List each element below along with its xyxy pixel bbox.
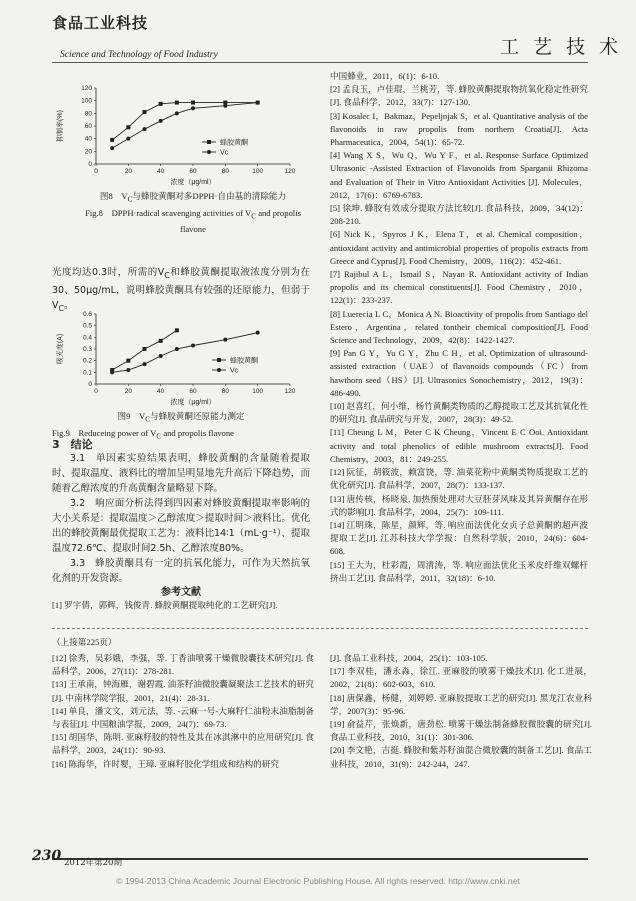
figure8-point-2 bbox=[191, 106, 195, 110]
reference-item: [10] 赵喜红，何小维，杨竹黄酮类物质的乙醇提取工艺及其抗氧化性的研究[J]. 食品研究与开发，2007，28(3)：49-52. bbox=[330, 401, 588, 425]
para1-sub2: C bbox=[58, 303, 65, 313]
reference-item: [5] 徐坤. 蜂胶有效成分提取方法比较[J]. 食品科技，2009，34(12)：208-210. bbox=[330, 203, 588, 227]
figure8-x-tick-label: 20 bbox=[124, 168, 132, 175]
figure-9-chart bbox=[52, 308, 310, 410]
figure9-legend-label-2: Vc bbox=[230, 367, 239, 375]
figure9-x-tick-label: 0 bbox=[94, 388, 98, 395]
figure9-x-tick-label: 120 bbox=[284, 388, 296, 395]
figure9-point-1 bbox=[175, 328, 179, 332]
figure9-point-2 bbox=[191, 344, 195, 348]
figure9-x-tick-label: 100 bbox=[252, 388, 264, 395]
conclusion-block bbox=[52, 438, 310, 613]
fig8-caption-en-sub: C bbox=[251, 212, 257, 221]
figure9-x-tick-label: 60 bbox=[189, 388, 197, 395]
continuation-divider bbox=[52, 628, 588, 629]
figure8-x-axis-label: 浓度（μg/ml） bbox=[170, 179, 216, 186]
figure8-y-tick-label: 60 bbox=[84, 123, 92, 130]
figure-8-caption bbox=[78, 190, 308, 236]
reference-item: [20] 李文艳，吉挺. 蜂胶和紫苏籽油混合微胶囊的制备工艺[J]. 食品工业科技，2010，31(9)：242-244，247. bbox=[330, 745, 592, 769]
issue-label: 2012年第20期 bbox=[64, 858, 122, 868]
reference-item: [16] 陈海华，许时婴，王璋. 亚麻籽胶化学组成和结构的研究 bbox=[52, 758, 280, 769]
figure9-x-tick-label: 20 bbox=[124, 388, 132, 395]
journal-logo: 食品工业科技 bbox=[52, 14, 149, 32]
reference-item: [6] Nick K，Spyros J K，Elena T，et al. Chemical composition，antioxidant activity and antimicrobial properties of propolis extracts from Greece and Cyprus[J]. Food Chemistry，2009，116(2)：452-461. bbox=[330, 229, 588, 266]
figure9-point-1 bbox=[126, 359, 130, 363]
para1-sub: C bbox=[164, 270, 170, 280]
para1-b: 和蜂胶黄酮提取液浓度分别为在30、50μg/mL，说明蜂胶黄酮具有较强的还原能力，但弱于V bbox=[52, 267, 310, 311]
figure8-point-2 bbox=[256, 101, 260, 105]
reference-item: [17] 李双桂，潘永淼，徐江. 亚麻胶的喷雾干燥技术[J]. 化工进展，2002，21(8)：602-603，610. bbox=[330, 666, 592, 690]
fig8-caption-cn-sub: C bbox=[127, 195, 133, 204]
figure8-point-2 bbox=[143, 127, 147, 131]
reference-item: [15] 王大为，杜彩霞，周清涛，等. 响应面法优化玉米皮纤维双螺杆挤出工艺[J]. 食品科学，2011，32(18)：6-10. bbox=[330, 559, 588, 583]
reference-item: [19] 俞益芹，张焕新，唐劲松. 喷雾干燥法制备蜂胶微胶囊的研究[J]. 食品工业科技，2010，31(1)：301-306. bbox=[330, 719, 592, 743]
fig9-caption-en: Fig.9 Reduceing power of V bbox=[52, 427, 157, 438]
figure8-series-line-1 bbox=[112, 103, 258, 140]
figure9-legend-marker-1 bbox=[217, 358, 221, 362]
figure8-legend-label-2: Vc bbox=[220, 149, 229, 157]
figure8-y-tick-label: 100 bbox=[81, 97, 92, 105]
para1-a: 光度均达0.3时，所需的V bbox=[52, 267, 165, 278]
figure9-point-2 bbox=[159, 354, 163, 358]
figure8-point-1 bbox=[159, 102, 163, 106]
reference-item: [7] Rajibul A L，Ismail S，Nayan R. Antioxidant activity of Indian propolis and its chemical constituents[J]. Food Chemistry，2010，122(1)：233-237. bbox=[330, 269, 588, 306]
page-number: 230 bbox=[32, 848, 62, 864]
continued-left-refs bbox=[52, 652, 314, 771]
figure8-y-tick-label: 80 bbox=[84, 110, 92, 118]
fig9-caption-cn-sub: C bbox=[145, 415, 150, 424]
fig8-caption-cn-tail: 与蜂胶黄酮对多DPPH·自由基的清除能力 bbox=[132, 191, 287, 201]
reference-item: [18] 唐保鑫，杨健，刘婷婷. 亚麻胶提取工艺的研究[J]. 黑龙江农业科学，2007(3)：95-96. bbox=[330, 692, 592, 716]
figure8-y-tick-label: 20 bbox=[84, 148, 92, 156]
reference-item: [13] 王承南，钟海雁，谢碧霞. 油茶籽油微胶囊凝聚法工艺技术的研究[J]. 中南林学院学报，2001，21(4)：28-31. bbox=[52, 679, 314, 703]
figure8-x-tick-label: 80 bbox=[221, 168, 229, 175]
figure9-point-2 bbox=[126, 368, 130, 372]
figure9-point-1 bbox=[143, 347, 147, 351]
figure8-x-tick-label: 40 bbox=[157, 168, 165, 175]
figure9-point-1 bbox=[159, 339, 163, 343]
journal-subtitle: Science and Technology of Food Industry bbox=[60, 50, 218, 60]
figure8-point-1 bbox=[175, 101, 179, 105]
figure9-y-tick-label: 0.6 bbox=[82, 311, 92, 318]
right-column-references bbox=[330, 70, 588, 585]
reference-item: [8] Luerecia L C，Monica A N. Bioactivity of propolis from Santiago del Estero，Argentina，related tontheir chemical composition[J]. Food Science and Technology，2009，42(8)：1422-1427. bbox=[330, 308, 588, 346]
continued-note: （上接第225页） bbox=[52, 637, 117, 647]
figure8-y-tick-label: 40 bbox=[84, 135, 92, 143]
para1-c: 。 bbox=[64, 299, 74, 311]
fig8-caption-en: Fig.8 DPPH·radical scavenging activities of V bbox=[85, 207, 252, 218]
reference-item: [3] Kosalec I，Bakmaz，Pepeljnjak S，et al. Quantitative analysis of the flavonoids in raw propolis from northern Croatia[J]. Acta Pharmaceutica，2004，54(1)：65-72. bbox=[330, 110, 588, 148]
footer-rule bbox=[52, 858, 588, 860]
header-rule bbox=[52, 62, 588, 63]
references-heading: 参考文献 bbox=[161, 587, 201, 599]
reference-item: [J]. 食品工业科技，2004，25(1)：103-105. bbox=[330, 653, 488, 663]
figure9-y-tick-label: 0.2 bbox=[82, 357, 92, 365]
figure8-y-axis-label: 抑制率(%) bbox=[57, 110, 64, 142]
figure8-point-1 bbox=[110, 138, 114, 142]
figure-8-chart bbox=[52, 82, 310, 190]
figure8-point-2 bbox=[159, 119, 163, 123]
figure9-y-tick-label: 0.4 bbox=[82, 334, 92, 342]
figure9-y-axis-label: 吸光度(A) bbox=[57, 333, 64, 365]
figure8-point-2 bbox=[126, 137, 130, 141]
reference-item: [12] 徐秀，吴彩娥，李强，等. 丁香油喷雾干燥微胶囊技术研究[J]. 食品科学，2006，27(11)：278-281. bbox=[52, 653, 314, 677]
figure8-x-tick-label: 100 bbox=[252, 168, 264, 175]
figure9-x-axis-label: 浓度（μg/ml） bbox=[170, 399, 216, 406]
figure9-y-tick-label: 0.1 bbox=[82, 369, 92, 377]
figure9-legend-label-1: 蜂胶黄酮 bbox=[230, 357, 258, 365]
figure8-point-2 bbox=[110, 146, 114, 150]
figure8-x-tick-label: 0 bbox=[94, 168, 98, 175]
figure9-x-tick-label: 40 bbox=[157, 388, 165, 395]
figure9-y-tick-label: 0.3 bbox=[82, 346, 92, 353]
figure9-legend-marker-2 bbox=[217, 368, 221, 372]
figure8-y-tick-label: 0 bbox=[88, 161, 92, 168]
figure9-y-tick-label: 0 bbox=[88, 381, 92, 388]
figure9-point-2 bbox=[256, 331, 260, 335]
figure9-point-2 bbox=[143, 362, 147, 366]
section-3-heading: 3 结论 bbox=[52, 438, 93, 451]
figure8-point-1 bbox=[143, 110, 147, 114]
figure9-point-2 bbox=[110, 370, 114, 374]
figure8-x-tick-label: 60 bbox=[189, 168, 197, 175]
conclusion-3-3: 3.3 蜂胶黄酮具有一定的抗氧化能力，可作为天然抗氧化剂的开发资源。 bbox=[52, 558, 310, 585]
figure9-point-2 bbox=[175, 347, 179, 351]
figure8-point-1 bbox=[191, 101, 195, 105]
fig9-caption-en-sub: C bbox=[156, 432, 162, 441]
figure8-x-tick-label: 120 bbox=[284, 168, 296, 175]
figure9-x-tick-label: 80 bbox=[221, 388, 229, 395]
reference-item: [12] 阮征，胡筱波，赖富饶，等. 油菜花粉中黄酮类物质提取工艺的优化研究[J]. 食品科学，2007，28(7)：133-137. bbox=[330, 467, 588, 491]
figure8-point-1 bbox=[126, 125, 130, 129]
reference-item: [13] 唐传核，杨晓泉. 加热预处理对大豆胚芽风味及其异黄酮存在形式的影响[J]. 食品科学，2004，25(7)：109-111. bbox=[330, 493, 588, 517]
copyright-line: © 1994-2013 China Academic Journal Electronic Publishing House. All rights reserved. http://www.cnki.net bbox=[116, 876, 520, 886]
conclusion-3-1: 3.1 单因素实验结果表明，蜂胶黄酮的含量随着提取时、提取温度、液料比的增加呈明显地先升高后下降趋势，而随着乙醇浓度的升高黄酮含量略显下降。 bbox=[52, 453, 310, 495]
reference-1: [1] 罗宇倩，郭辉，钱俊青. 蜂胶黄酮提取纯化的工艺研究[J]. bbox=[52, 600, 278, 611]
fig9-caption-en-tail: and propolis flavone bbox=[161, 427, 234, 438]
fig9-caption-cn-tail: 与蜂胶黄酮还原能力测定 bbox=[149, 411, 245, 421]
reference-item: [2] 孟良玉，卢佳琨，兰桃芳，等. 蜂胶黄酮提取物抗氧化稳定性研究[J]. 食品科学，2012，33(7)：127-130. bbox=[330, 84, 588, 108]
figure8-point-2 bbox=[175, 111, 179, 115]
reference-item: [4] Wang X S，Wu Q，Wu Y F，et al. Response Surface Optimized Ultrasonic -Assisted Extraction of Flavonoids from Sparganii Rhizoma and Evaluation of Their in Vitro Antioxidant Activities [J]. Molecules，2012，17(6)：6769-6783. bbox=[330, 150, 588, 200]
conclusion-3-2: 3.2 响应面分析法得到四因素对蜂胶黄酮提取率影响的大小关系是：提取温度＞乙醇浓度＞提取时间＞液料比。优化出的蜂胶黄酮最优提取工艺为：液料比14∶1（mL·g⁻¹）、提取温度72.6℃、提取时间2.5h、乙醇浓度80%。 bbox=[52, 498, 310, 555]
figure9-series-line-2 bbox=[112, 333, 258, 373]
figure8-legend-label-1: 蜂胶黄酮 bbox=[220, 139, 248, 147]
reference-item: [9] Pan G Y，Yu G Y，Zhu C H，et al. Optimization of ultrasound-assisted extraction（UAE）of flavonoids compounds（FC）from hawthorn seed（HS）[J]. Ultrasonics Sonochemistry，2012，19(3)：486-490. bbox=[330, 348, 588, 398]
fig9-caption-cn: 图9 V bbox=[117, 411, 146, 421]
figure9-y-tick-label: 0.5 bbox=[82, 322, 92, 330]
reference-item: [11] Cheung L M，Peter C K Cheung，Vincent E C Ooi. Antioxidant activity and total phenolics of edible mushroom extracts[J]. Food Chemistry，2003，81：249-255. bbox=[330, 427, 588, 464]
figure8-legend-marker-1 bbox=[207, 140, 211, 144]
figure8-y-tick-label: 120 bbox=[81, 85, 92, 92]
reference-item: [14] 江明珠，陈星，颜辉，等. 响应面法优化女贞子总黄酮的超声波提取工艺[J]. 江苏科技大学学报：自然科学版，2010，24(6)：604-608. bbox=[330, 519, 588, 557]
reference-item: [15] 胡国华，陈明. 亚麻籽胶的特性及其在冰淇淋中的应用研究[J]. 食品科学，2003，24(11)：90-93. bbox=[52, 732, 314, 756]
figure8-legend-marker-2 bbox=[207, 150, 211, 154]
reference-item: [14] 单良，潘文文，刘元法，等. -云麻一号-大麻籽仁油粉末油脂制备与表征[J]. 中国粮油学报，2009，24(7)：69-73. bbox=[52, 705, 314, 730]
reference-item: 中国蜂业，2011，6(1)：6-10. bbox=[330, 71, 440, 81]
figure8-point-2 bbox=[223, 104, 227, 108]
continued-right-refs bbox=[330, 652, 592, 771]
figure9-point-2 bbox=[223, 338, 227, 342]
fig8-caption-en-tail: and propolis flavone bbox=[180, 207, 301, 235]
section-title: 工 艺 技 术 bbox=[500, 36, 623, 58]
fig8-caption-cn: 图8 V bbox=[99, 191, 128, 201]
